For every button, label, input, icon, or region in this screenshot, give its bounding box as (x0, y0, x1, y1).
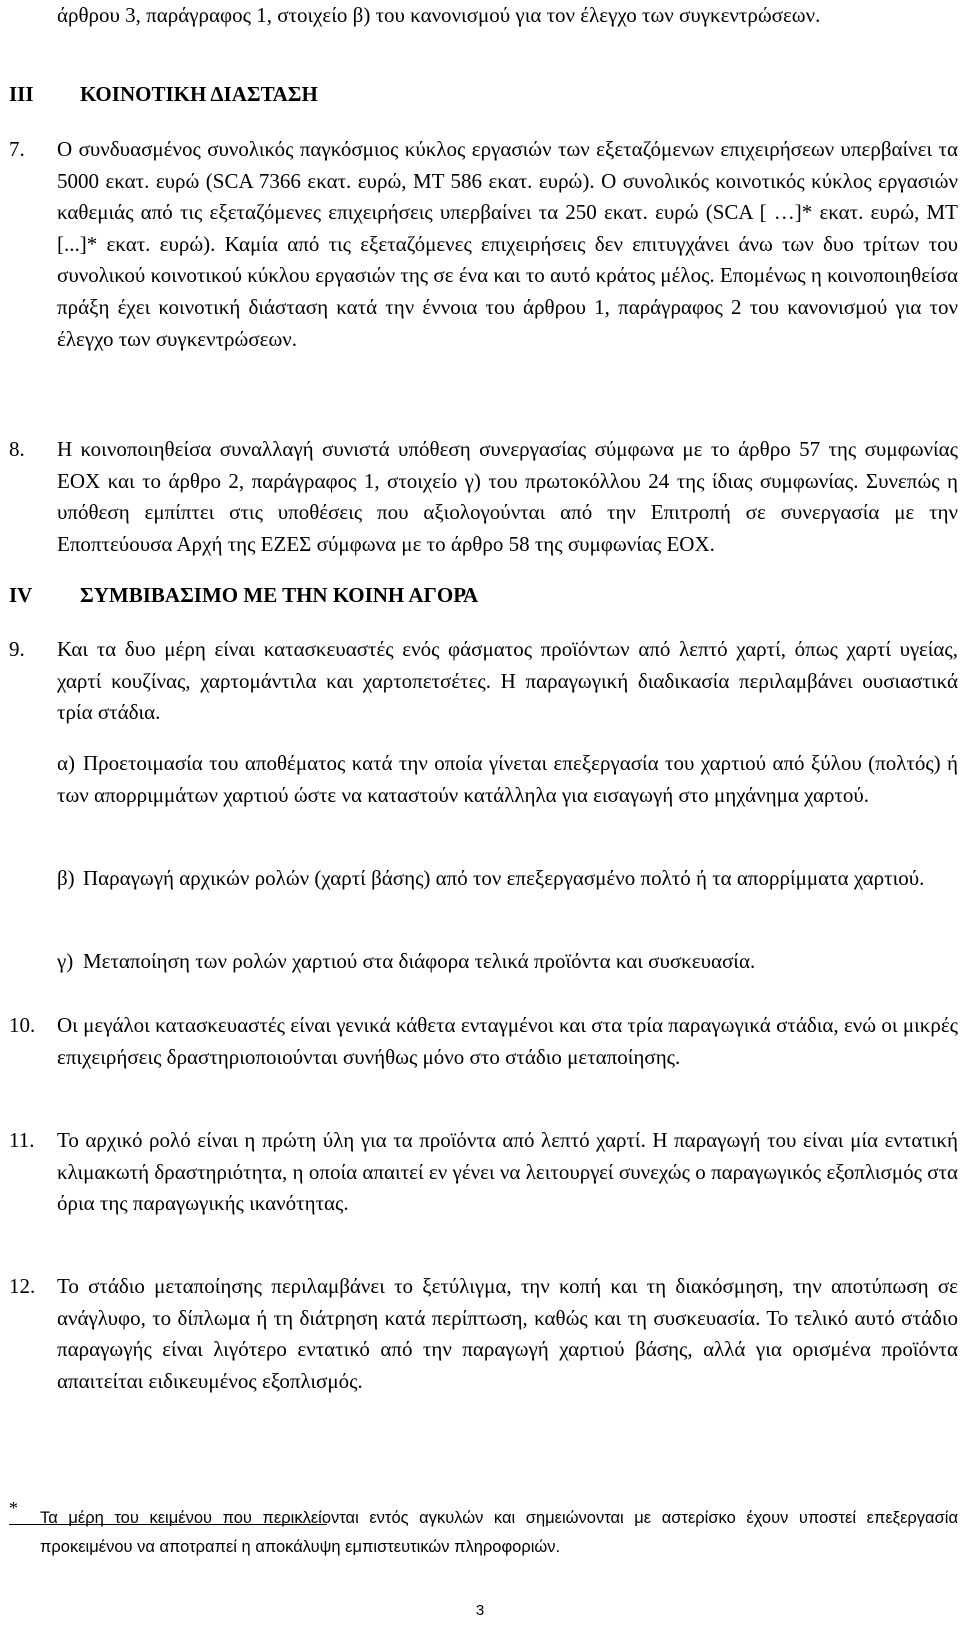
list-item-b (57, 863, 958, 895)
paragraph-11-text: Το αρχικό ρολό είναι η πρώτη ύλη για τα προϊόντα από λεπτό χαρτί. Η παραγωγή του είναι μία εντατική κλιμακωτή δραστηριότητα, η οποία απαιτεί εν γένει να λειτουργεί συνεχώς ο παραγωγικός εξοπλισμός στα όρια της παραγωγικής ικανότητας. (57, 1128, 958, 1216)
paragraph-12-text: Το στάδιο μεταποίησης περιλαμβάνει το ξετύλιγμα, την κοπή και τη διακόσμηση, την αποτύπωση σε ανάγλυφο, το δίπλωμα ή τη διάτρηση κατά περίπτωση, καθώς και τη συσκευασία. Το τελικό αυτό στάδιο παραγωγής είναι λιγότερο εντατικό από την παραγωγή χαρτιού βάσης, αλλά για ορισμένα προϊόντα απαιτείται ειδικευμένος εξοπλισμός. (57, 1274, 958, 1393)
list-item-c (57, 946, 958, 978)
section-title-community-dimension: ΚΟΙΝΟΤΙΚΗ ΔΙΑΣΤΑΣΗ (80, 82, 318, 106)
section-number-iv: IV (9, 583, 33, 607)
paragraph-7-text: Ο συνδυασμένος συνολικός παγκόσμιος κύκλος εργασιών των εξεταζόμενων επιχειρήσεων υπερβαίνει τα 5000 εκατ. ευρώ (SCA 7366 εκατ. ευρώ, MT 586 εκατ. ευρώ). Ο συνολικός κοινοτικός κύκλος εργασιών καθεμιάς από τις εξεταζόμενες επιχειρήσεις υπερβαίνει τα 250 εκατ. ευρώ (SCA [ …]* εκατ. ευρώ, MT [...]* εκατ. ευρώ). Καμία από τις εξεταζόμενες επιχειρήσεις δεν επιτυγχάνει άνω των δυο τρίτων του συνολικού κοινοτικού κύκλου εργασιών της σε ένα και το αυτό κράτος μέλος. Επομένως η κοινοποιηθείσα πράξη έχει κοινοτική διάσταση κατά την έννοια του άρθρου 1, παράγραφος 2 του κανονισμού για τον έλεγχο των συγκεντρώσεων. (57, 137, 958, 351)
page-number: 3 (475, 1602, 485, 1619)
paragraph-12-number: 12. (9, 1274, 36, 1298)
list-item-b-text: Παραγωγή αρχικών ρολών (χαρτί βάσης) από τον επεξεργασμένο πολτό ή τα απορρίμματα χαρτιού. (83, 866, 925, 890)
section-title-compatibility: ΣΥΜΒΙΒΑΣΙΜΟ ΜΕ ΤΗΝ ΚΟΙΝΗ ΑΓΟΡΑ (80, 583, 479, 607)
paragraph-10-text: Οι μεγάλοι κατασκευαστές είναι γενικά κάθετα ενταγμένοι και στα τρία παραγωγικά στάδια, ενώ οι μικρές επιχειρήσεις δραστηριοποιούνται συνήθως μόνο στο στάδιο μεταποίησης. (57, 1013, 958, 1069)
paragraph-8-number: 8. (9, 437, 25, 461)
list-item-a-text: Προετοιμασία του αποθέματος κατά την οποία γίνεται επεξεργασία του χαρτιού από ξύλου (πολτός) ή των απορριμμάτων χαρτιού ώστε να καταστούν κατάλληλα για εισαγωγή στο μηχάνημα χαρτού. (57, 751, 958, 807)
paragraph-8-text: Η κοινοποιηθείσα συναλλαγή συνιστά υπόθεση συνεργασίας σύμφωνα με το άρθρο 57 της συμφωνίας ΕΟΧ και το άρθρο 2, παράγραφος 1, στοιχείο γ) του πρωτοκόλλου 24 της ίδιας συμφωνίας. Συνεπώς η υπόθεση εμπίπτει στις υποθέσεις που αξιολογούνται από την Επιτροπή σε συνεργασία με την Εποπτεύουσα Αρχή της ΕΖΕΣ σύμφωνα με το άρθρο 58 της συμφωνίας ΕΟΧ. (57, 437, 958, 556)
paragraph-11-number: 11. (9, 1128, 35, 1152)
list-item-b-label: β) (57, 866, 75, 890)
continuation-paragraph: άρθρου 3, παράγραφος 1, στοιχείο β) του κανονισμού για τον έλεγχο των συγκεντρώσεων. (57, 3, 821, 27)
list-item-c-label: γ) (57, 949, 74, 973)
paragraph-9-number: 9. (9, 637, 25, 661)
paragraph-9-text: Και τα δυο μέρη είναι κατασκευαστές ενός φάσματος προϊόντων από λεπτό χαρτί, όπως χαρτί υγείας, χαρτί κουζίνας, χαρτομάντιλα και χαρτοπετσέτες. Η παραγωγική διαδικασία περιλαμβάνει ουσιαστικά τρία στάδια. (57, 637, 958, 725)
list-item-a (57, 748, 958, 811)
paragraph-10-number: 10. (9, 1013, 36, 1037)
footnote-text: Τα μέρη του κειμένου που περικλείονται εντός αγκυλών και σημειώνονται με αστερίσκο έχουν υποστεί επεξεργασία προκειμένου να αποτραπεί η αποκάλυψη εμπιστευτικών πληροφοριών. (40, 1509, 958, 1556)
footnote-marker: * (9, 1498, 18, 1518)
list-item-a-label: α) (57, 751, 75, 775)
paragraph-7-number: 7. (9, 137, 25, 161)
list-item-c-text: Μεταποίηση των ρολών χαρτιού στα διάφορα τελικά προϊόντα και συσκευασία. (83, 949, 756, 973)
section-number-iii: III (9, 82, 34, 106)
